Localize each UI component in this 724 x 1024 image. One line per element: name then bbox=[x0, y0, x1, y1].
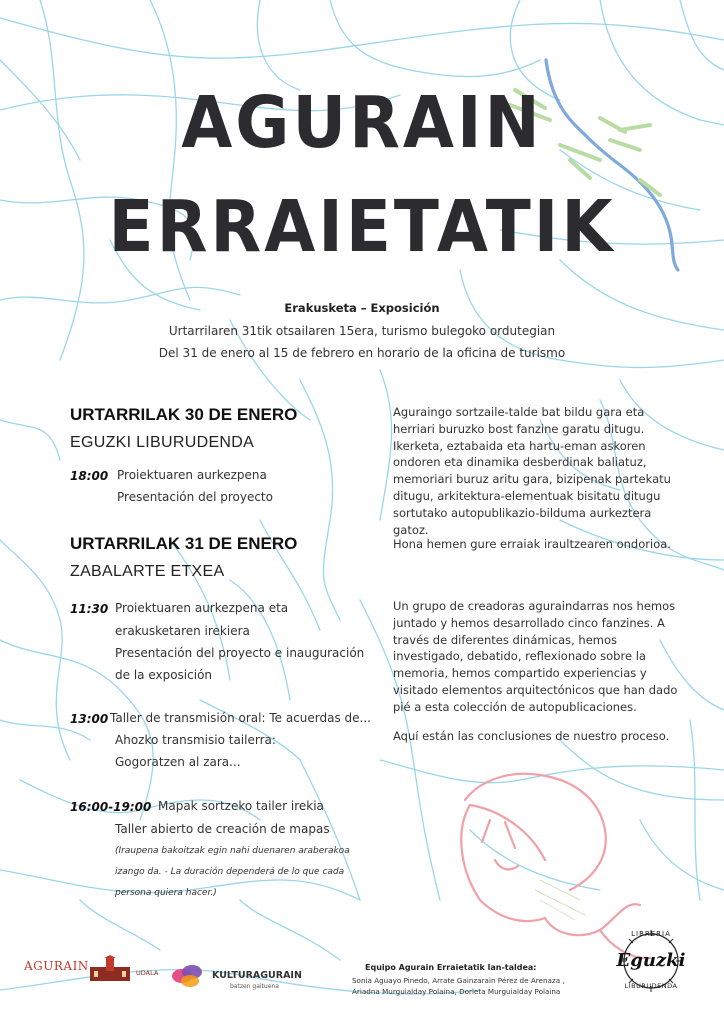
day2-event3-note2: izango da. - La duración dependerá de lo que cada bbox=[115, 867, 345, 877]
description-es: Un grupo de creadoras aguraindarras nos hemos juntado y hemos desarrollado cinco fanzines. A través de diferentes dinámicas, hemos investigado, debatido, reflexionado sobre la memoria, hemos compartido experiencias y visitado elementos arquitectónicos que han dado pié a esta colección de autopublicaciones. bbox=[393, 599, 678, 714]
town-building-icon bbox=[88, 955, 134, 983]
day2-event3-note1: (Iraupena bakoitzak egin nahi duenaren araberakoa bbox=[115, 846, 350, 856]
day2-event1-line4: de la exposición bbox=[115, 668, 213, 682]
exhibition-heading: Erakusketa – Exposición bbox=[284, 301, 440, 315]
day2-event1-time: 11:30 bbox=[70, 602, 109, 616]
agurain-udala-logo bbox=[24, 955, 164, 985]
eguzki-liburudenda-logo bbox=[612, 922, 690, 1000]
day2-venue: ZABALARTE ETXEA bbox=[70, 563, 225, 580]
day2-event1-line3: Presentación del proyecto e inauguración bbox=[115, 646, 365, 660]
agurain-logo-text: AGURAIN bbox=[24, 959, 89, 973]
exhibition-dates-eu: Urtarrilaren 31tik otsailaren 15era, turismo bulegoko ordutegian bbox=[168, 324, 556, 338]
day2-event3-time: 16:00-19:00 bbox=[70, 800, 152, 814]
kulturagurain-text: KULTURAGURAIN bbox=[212, 970, 302, 981]
day2-event3-line2: Taller abierto de creación de mapas bbox=[115, 822, 330, 836]
team-members-line2: Ariadna Murguialday Polaina, Dorleta Murguialday Polaina bbox=[352, 987, 561, 996]
day1-venue: EGUZKI LIBURUDENDA bbox=[70, 434, 255, 451]
eguzki-top-text: LIBRERIA bbox=[631, 930, 671, 938]
day2-event3-note3: persona quiera hacer.) bbox=[115, 888, 217, 898]
kultur-flower-icon bbox=[170, 962, 206, 990]
day1-event1-line2: Presentación del proyecto bbox=[117, 490, 273, 504]
description-eu-conclusion: Hona hemen gure erraiak iraultzearen ondorioa. bbox=[393, 537, 671, 551]
day1-date: URTARRILAK 30 DE ENERO bbox=[70, 405, 298, 424]
day1-event1-time: 18:00 bbox=[70, 469, 109, 483]
day2-event1-line2: erakusketaren irekiera bbox=[115, 624, 250, 638]
day2-event1-line1: Proiektuaren aurkezpena eta bbox=[115, 601, 289, 615]
team-members-line1: Sonia Aguayo Pinedo, Arrate Gainzarain Pérez de Arenaza , bbox=[352, 976, 565, 985]
day2-event2-time: 13:00 bbox=[70, 712, 109, 726]
day2-event2-line1: Taller de transmisión oral: Te acuerdas de... bbox=[110, 711, 371, 725]
day1-event1-line1: Proiektuaren aurkezpena bbox=[117, 468, 267, 482]
title-line-2: ERRAIETATIK bbox=[108, 184, 616, 269]
eguzki-name-text: Eguzki bbox=[616, 950, 686, 971]
description-eu: Aguraingo sortzaile-talde bat bildu gara eta herriari buruzko bost fanzine garatu ditugu. Ikerketa, eztabaida eta hartu-eman askoren ondoren eta dinamika desberdinak baliatuz, memoriari buruz aritu gara, bizipenak partekatu ditugu, arkitektura-elementuak bisitatu ditugu sortutako autopublikazio-bilduma aurkeztera gatoz. bbox=[393, 405, 671, 537]
exhibition-dates-es: Del 31 de enero al 15 de febrero en horario de la oficina de turismo bbox=[158, 346, 566, 360]
title-line-1: AGURAIN bbox=[181, 80, 543, 165]
day2-event3-line1: Mapak sortzeko tailer irekia bbox=[158, 799, 324, 813]
day2-date: URTARRILAK 31 DE ENERO bbox=[70, 534, 298, 553]
kulturagurain-subtext: batzen gaituena bbox=[230, 983, 279, 990]
day2-event2-line2: Ahozko transmisio tailerra: bbox=[115, 733, 276, 747]
kulturagurain-logo bbox=[170, 962, 310, 992]
team-title: Equipo Agurain Erraietatik lan-taldea: bbox=[365, 963, 537, 972]
eguzki-bottom-text: LIBURUDENDA bbox=[624, 982, 678, 990]
description-es-conclusion: Aquí están las conclusiones de nuestro proceso. bbox=[393, 729, 670, 743]
udala-text: UDALA bbox=[136, 969, 159, 977]
day2-event2-line3: Gogoratzen al zara... bbox=[115, 755, 241, 769]
